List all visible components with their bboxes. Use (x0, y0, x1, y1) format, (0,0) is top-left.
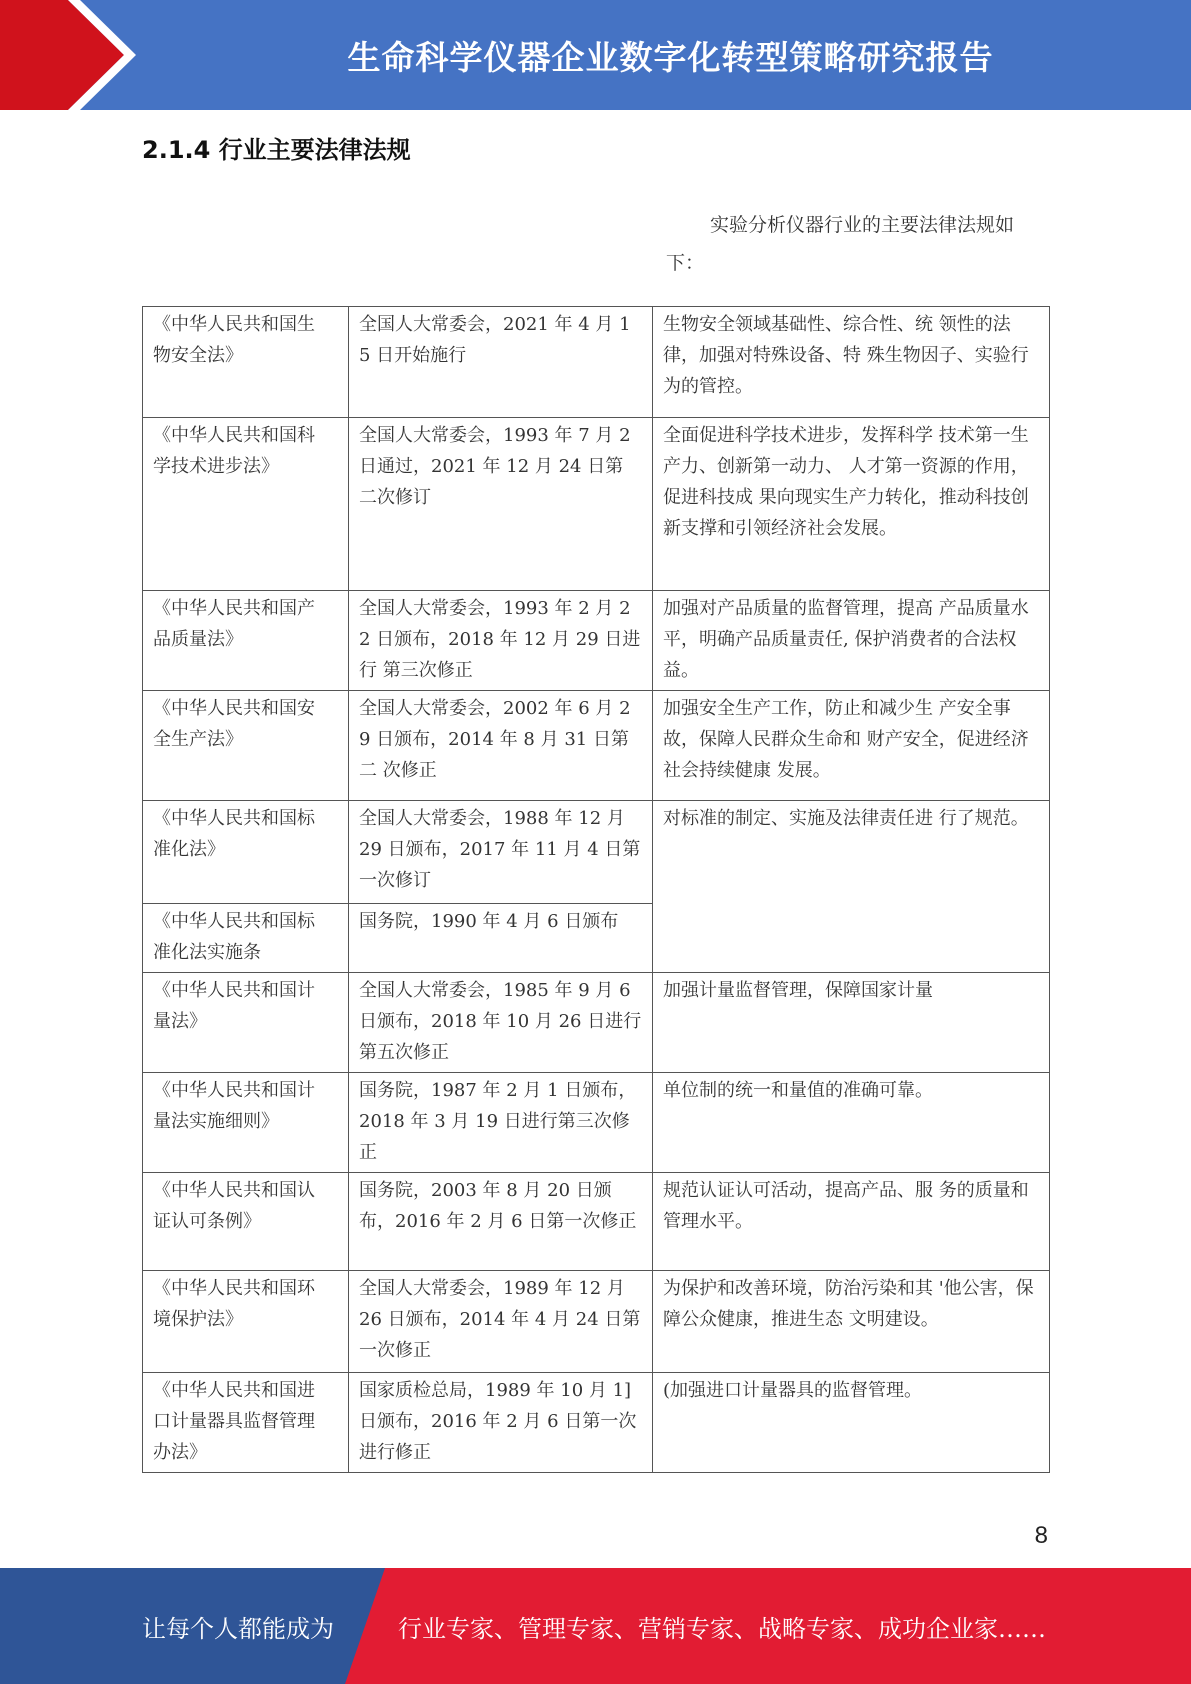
summary-cell: 全面促进科学技术进步，发挥科学 技术第一生产力、创新第一动力、 人才第一资源的作用，促进科技成 果向现实生产力转化，推动科技创 新支撑和引领经济社会发展。 (653, 418, 1050, 591)
table-row (143, 801, 1050, 904)
footer-slogan-left: 让每个人都能成为 (142, 1614, 334, 1643)
summary-cell: 规范认证认可活动，提高产品、服 务的质量和管理水平。 (653, 1173, 1050, 1271)
law-name-cell: 《中华人民共和国标 准化法》 (143, 801, 349, 904)
laws-table (142, 306, 1050, 1473)
report-title: 生命科学仪器企业数字化转型策略研究报告 (347, 37, 994, 77)
issuer-cell: 国务院，1987 年 2 月 1 日颁布， 2018 年 3 月 19 日进行第三次修 正 (349, 1073, 653, 1173)
page-number: 8 (1034, 1522, 1048, 1549)
summary-cell: (加强进口计量器具的监督管理。 (653, 1373, 1050, 1473)
summary-cell: 为保护和改善环境，防治污染和其 '他公害，保障公众健康，推进生态 文明建设。 (653, 1271, 1050, 1373)
section-heading: 2.1.4 行业主要法律法规 (142, 136, 411, 164)
law-name-cell: 《中华人民共和国环 境保护法》 (143, 1271, 349, 1373)
issuer-cell: 全国人大常委会，2021 年 4 月 15 日开始施行 (349, 307, 653, 418)
table-row (143, 1271, 1050, 1373)
table-row (143, 1173, 1050, 1271)
summary-cell: 加强对产品质量的监督管理，提高 产品质量水平，明确产品质量责任, 保护消费者的合法权益。 (653, 591, 1050, 691)
issuer-cell: 全国人大常委会，1993 年 2 月 22 日颁布，2018 年 12 月 29 日进行 第三次修正 (349, 591, 653, 691)
issuer-cell: 全国人大常委会，1988 年 12 月 29 日颁布，2017 年 11 月 4 日第 一次修订 (349, 801, 653, 904)
law-name-cell: 《中华人民共和国计 量法实施细则》 (143, 1073, 349, 1173)
table-row (143, 691, 1050, 801)
law-name-cell: 《中华人民共和国认 证认可条例》 (143, 1173, 349, 1271)
summary-cell: 单位制的统一和量值的准确可靠。 (653, 1073, 1050, 1173)
law-name-cell: 《中华人民共和国标 准化法实施条 (143, 904, 349, 973)
summary-cell: 对标准的制定、实施及法律责任进 行了规范。 (653, 801, 1050, 973)
table-row (143, 307, 1050, 418)
table-row (143, 591, 1050, 691)
issuer-cell: 全国人大常委会，1993 年 7 月 2 日通过，2021 年 12 月 24 日第 二次修订 (349, 418, 653, 591)
header-banner (0, 0, 1191, 110)
summary-cell: 生物安全领域基础性、综合性、统 领性的法律，加强对特殊设备、特 殊生物因子、实验行为的管控。 (653, 307, 1050, 418)
law-name-cell: 《中华人民共和国安 全生产法》 (143, 691, 349, 801)
table-row (143, 973, 1050, 1073)
footer-banner (0, 1568, 1191, 1684)
intro-text-line-1: 实验分析仪器行业的主要法律法规如 (710, 214, 1015, 236)
law-name-cell: 《中华人民共和国产 品质量法》 (143, 591, 349, 691)
issuer-cell: 国务院，1990 年 4 月 6 日颁布 (349, 904, 653, 973)
issuer-cell: 国务院，2003 年 8 月 20 日颁布，2016 年 2 月 6 日第一次修正 (349, 1173, 653, 1271)
intro-text-line-2: 下： (666, 252, 705, 274)
table-row (143, 1073, 1050, 1173)
law-name-cell: 《中华人民共和国科 学技术进步法》 (143, 418, 349, 591)
law-name-cell: 《中华人民共和国生 物安全法》 (143, 307, 349, 418)
law-name-cell: 《中华人民共和国进 口计量器具监督管理 办法》 (143, 1373, 349, 1473)
footer-slogan-right: 行业专家、管理专家、营销专家、战略专家、成功企业家…… (398, 1614, 1046, 1643)
summary-cell: 加强计量监督管理，保障国家计量 (653, 973, 1050, 1073)
table-row (143, 418, 1050, 591)
issuer-cell: 国家质检总局，1989 年 10 月 1] 日颁布，2016 年 2 月 6 日第一次 进行修正 (349, 1373, 653, 1473)
issuer-cell: 全国人大常委会，1985 年 9 月 6 日颁布，2018 年 10 月 26 日进行 第五次修正 (349, 973, 653, 1073)
summary-cell: 加强安全生产工作，防止和减少生 产安全事故，保障人民群众生命和 财产安全，促进经济社会持续健康 发展。 (653, 691, 1050, 801)
table-row (143, 1373, 1050, 1473)
law-name-cell: 《中华人民共和国计 量法》 (143, 973, 349, 1073)
issuer-cell: 全国人大常委会，2002 年 6 月 29 日颁布，2014 年 8 月 31 日第二 次修正 (349, 691, 653, 801)
header-arrow-decoration (0, 0, 150, 110)
issuer-cell: 全国人大常委会，1989 年 12 月 26 日颁布，2014 年 4 月 24 日第 一次修正 (349, 1271, 653, 1373)
